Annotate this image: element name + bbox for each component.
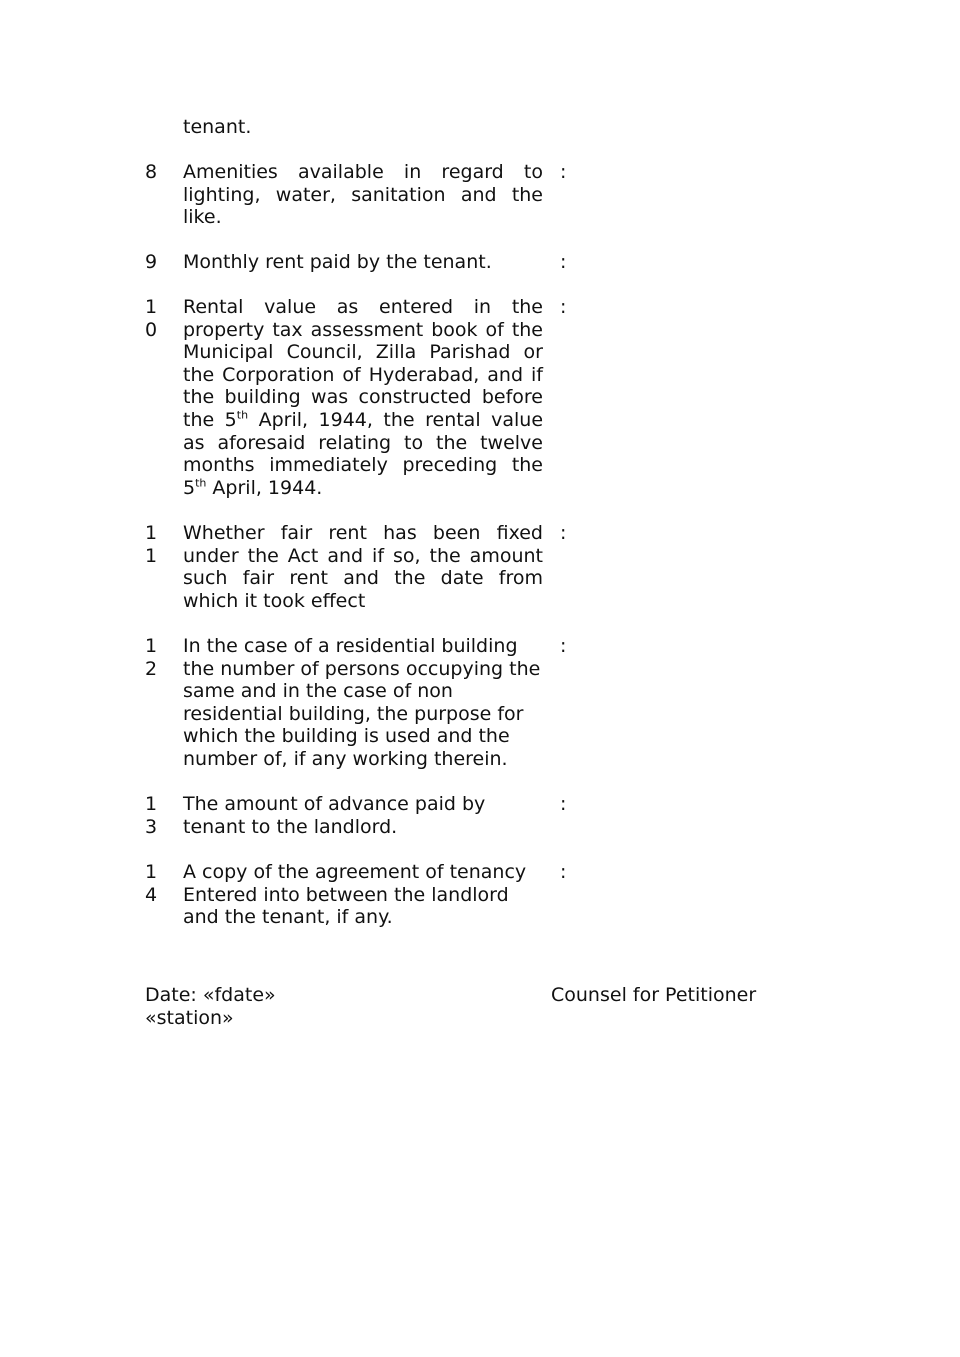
item-description: In the case of a residential building the number of persons occupying the same and in the case of non residential building, the purpose for which the building is used and the number of, if any working therein. — [183, 635, 541, 770]
date-line: Date: «fdate» — [145, 984, 276, 1006]
item-colon: : — [560, 522, 567, 544]
item-colon: : — [560, 861, 567, 883]
item-number: 1 0 — [145, 296, 158, 341]
item-colon: : — [560, 793, 567, 815]
item-colon: : — [560, 161, 567, 183]
item-description: Monthly rent paid by the tenant. — [183, 251, 492, 273]
signature-line: Counsel for Petitioner — [551, 984, 757, 1006]
item-number: 1 1 — [145, 522, 158, 567]
superscript: th — [195, 476, 207, 490]
superscript: th — [236, 408, 249, 422]
item-description: A copy of the agreement of tenancy Entered into between the landlord and the tenant, if any. — [183, 861, 527, 929]
item-number: 1 2 — [145, 635, 158, 680]
footer-date-station — [145, 984, 276, 1029]
item-description: Amenities available in regard to lighting, water, sanitation and the like. — [183, 161, 543, 229]
item-number: 8 — [145, 161, 158, 183]
item-description: The amount of advance paid by tenant to the landlord. — [183, 793, 486, 838]
item-colon: : — [560, 635, 567, 657]
item-description: Whether fair rent has been fixed under the Act and if so, the amount such fair rent and the date from which it took effect — [183, 522, 543, 612]
item-colon: : — [560, 251, 567, 273]
item-number: 1 3 — [145, 793, 158, 838]
station-line: «station» — [145, 1006, 234, 1029]
item-colon: : — [560, 296, 567, 318]
item-number: 1 4 — [145, 861, 158, 906]
continuation-text: tenant. — [183, 116, 252, 138]
item-description: Rental value as entered in the property tax assessment book of the Municipal Council, Zilla Parishad or the Corporation of Hyderabad, and if the building was constructed before the 5th April, 1944, the rental value as aforesaid relating to the twelve months immediately preceding the 5th April, 1944. — [183, 296, 544, 499]
item-number: 9 — [145, 251, 158, 273]
